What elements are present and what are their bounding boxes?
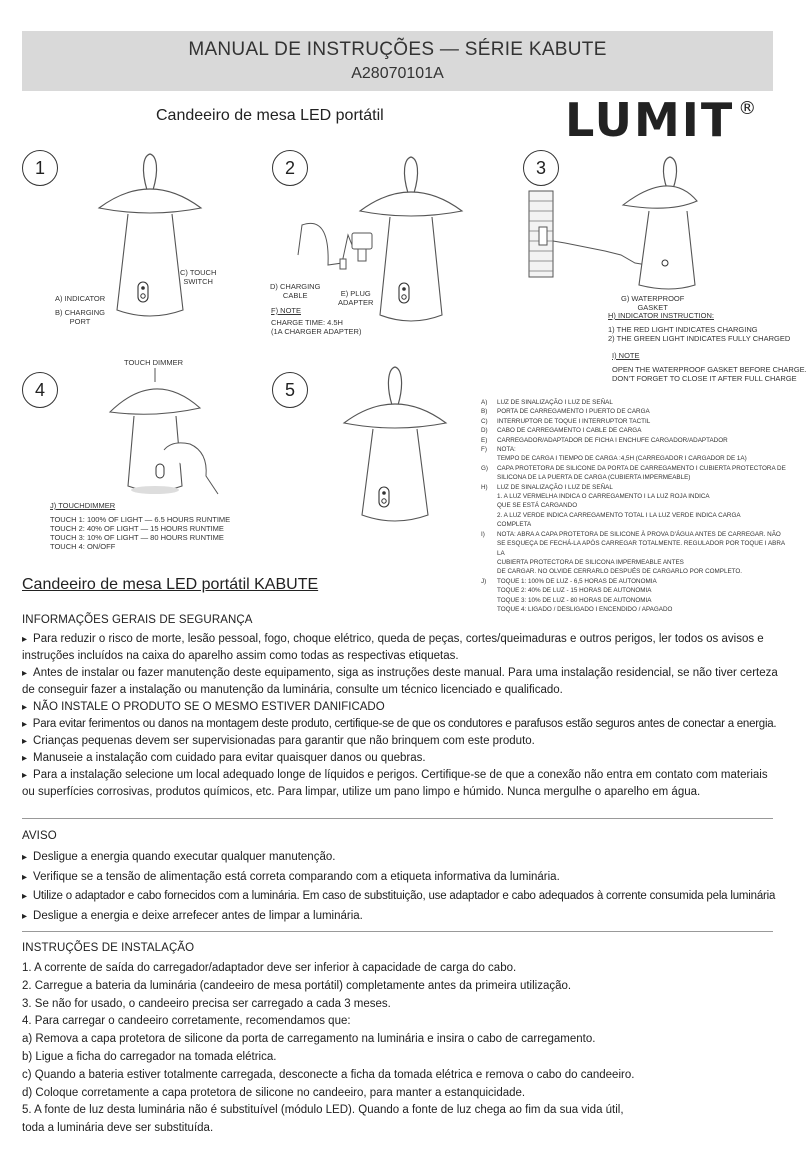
legend-key [481,596,497,605]
legend-value: CUBIERTA PROTECTORA DE SILICONA IMPERMEABLE ANTES [497,558,684,566]
legend-key [481,539,497,558]
legend-value: NOTA: ABRA A CAPA PROTETORA DE SILICONE À PROVA D'ÁGUA ANTES DE CARREGAR. NÃO [497,530,781,538]
legend-row [481,445,791,454]
label-indicator: A) INDICATOR [55,294,106,303]
legend-key: J) [481,577,487,585]
label-charging-cable: D) CHARGING CABLE [270,282,321,300]
legend-key [481,586,497,595]
install-item: 4. Para carregar o candeeiro corretamente, recomendamos que: [22,1015,351,1028]
install-heading: INSTRUÇÕES DE INSTALAÇÃO [22,942,195,954]
label-gasket: G) WATERPROOF GASKET [621,294,685,312]
install-item: 1. A corrente de saída do carregador/adaptador deve ser inferior à capacidade de carga do cabo. [22,962,517,974]
legend-value: QUE SE ESTÁ CARGANDO [497,502,578,510]
legend-key [481,473,497,482]
safety-item: ▸ Antes de instalar ou fazer manutenção deste equipamento, siga as instruções deste manual. Para uma instalação residencial, se não tiver certeza de conseguir fazer a instalação ou manutenção da luminária, consulte um técnico licenciado e qualificado. [22,665,782,699]
label-note-title: F) NOTE [271,306,301,315]
legend-key: F) [481,446,487,454]
legend-key [481,501,497,510]
section-title: Candeeiro de mesa LED portátil KABUTE [22,576,319,593]
label-touchdimmer-title: J) TOUCHDIMMER [50,501,116,510]
warning-item: ▸ Utilize o adaptador e cabo fornecidos com a luminária. Em caso de substituição, use adaptador e cabo adequados à corrente consumida pela luminária [22,887,782,907]
legend-row [481,407,791,416]
legend-row [481,520,791,529]
manual-code: A28070101A [351,65,444,82]
legend-value: TOQUE 3: 10% DE LUZ - 80 HORAS DE AUTONOMIA [497,596,652,604]
label-touchdimmer-text: TOUCH 1: 100% OF LIGHT — 6.5 HOURS RUNTIME TOUCH 2: 40% OF LIGHT — 15 HOURS RUNTIME TOUCH 3: 10% OF LIGHT — 80 HOURS RUNTIME TOUCH 4: ON/OFF [50,515,231,551]
legend-value: 1. A LUZ VERMELHA INDICA O CARREGAMENTO I LA LUZ ROJA INDICA [497,493,710,501]
legend-value: LUZ DE SINALIZAÇÃO I LUZ DE SEÑAL [497,483,613,491]
legend-row [481,501,791,510]
legend-row [481,464,791,473]
legend-row [481,567,791,576]
label-plug-adapter: E) PLUG ADAPTER [338,289,374,307]
legend-value: COMPLETA [497,521,532,529]
legend-key [481,567,497,576]
safety-heading: INFORMAÇÕES GERAIS DE SEGURANÇA [22,614,253,626]
safety-list [22,631,782,801]
step-number-2: 2 [272,150,308,186]
legend-value: CABO DE CARREGAMENTO I CABLE DE CARGA [497,427,642,435]
header-bar [22,31,773,91]
divider [22,818,773,819]
install-item: d) Coloque corretamente a capa protetora de silicone no candeeiro, para manter a estanquicidade. [22,1086,526,1099]
legend-key: H) [481,483,488,491]
lamp-illustration-5 [340,365,450,535]
label-note-text: CHARGE TIME: 4.5H (1A CHARGER ADAPTER) [271,318,362,336]
safety-item: ▸ Para reduzir o risco de morte, lesão pessoal, fogo, choque elétrico, queda de peças, cortes/queimaduras e outros perigos, ler todos os avisos e instruções incluídos na caixa do aparelho assim como todas as respectivas etiquetas. [22,631,782,665]
legend-value: 2. A LUZ VERDE INDICA CARREGAMENTO TOTAL I LA LUZ VERDE INDICA CARGA [497,511,741,519]
lamp-illustration-4 [100,368,230,503]
lamp-illustration-3 [525,155,700,295]
legend-row [481,398,791,407]
legend-value: SE ESQUEÇA DE FECHÁ-LA APÓS CARREGAR TOTALMENTE. REGULADOR POR TOQUE I ABRA LA [497,540,785,557]
legend-key [481,558,497,567]
safety-item: ▸ NÃO INSTALE O PRODUTO SE O MESMO ESTIVER DANIFICADO [22,699,782,716]
safety-item: ▸ Crianças pequenas devem ser supervisionadas para garantir que não brinquem com este produto. [22,733,782,750]
legend-value: TEMPO DE CARGA I TIEMPO DE CARGA :4,5H (CARREGADOR I CARGADOR DE 1A) [497,455,747,463]
label-indicator-instruction-title: H) INDICATOR INSTRUCTION: [608,311,714,320]
legend-row [481,426,791,435]
legend-row [481,558,791,567]
legend-key [481,454,497,463]
legend-value: INTERRUPTOR DE TOQUE I INTERRUPTOR TACTIL [497,417,651,425]
label-touch-switch: C) TOUCH SWITCH [180,268,217,286]
legend-value: SILICONA DE LA PUERTA DE CARGA (CUBIERTA IMPERMEABLE) [497,474,691,482]
legend-key: G) [481,464,488,472]
parts-legend [481,398,791,614]
legend-key [481,520,497,529]
step-number-5: 5 [272,372,308,408]
label-i-note-text: OPEN THE WATERPROOF GASKET BEFORE CHARGE. DON'T FORGET TO CLOSE IT AFTER FULL CHARGE [612,365,807,383]
legend-value: PORTA DE CARREGAMENTO I PUERTO DE CARGA [497,408,650,416]
step-number-3: 3 [523,150,559,186]
legend-row [481,596,791,605]
warning-list [22,848,782,926]
label-touch-dimmer: TOUCH DIMMER [124,358,184,367]
legend-key: A) [481,399,488,406]
legend-row [481,586,791,595]
warning-item: ▸ Desligue a energia e deixe arrefecer antes de limpar a luminária. [22,907,782,927]
install-item: toda a luminária deve ser substituída. [22,1122,214,1135]
divider [22,931,773,932]
legend-key: C) [481,417,488,425]
legend-row [481,530,791,539]
label-i-note-title: I) NOTE [612,351,640,360]
legend-value: TOQUE 1: 100% DE LUZ - 6,5 HORAS DE AUTONOMIA [497,577,657,585]
step-number-4: 4 [22,372,58,408]
legend-value: NOTA: [497,446,516,454]
install-list [22,960,782,1138]
step-number-1: 1 [22,150,58,186]
manual-title: MANUAL DE INSTRUÇÕES — SÉRIE KABUTE [188,39,607,60]
warning-item: ▸ Verifique se a tensão de alimentação está correta comparando com a etiqueta informativa da luminária. [22,868,782,888]
product-subtitle: Candeeiro de mesa LED portátil [156,107,384,124]
legend-row [481,492,791,501]
legend-value: CAPA PROTETORA DE SILICONE DA PORTA DE CARREGAMENTO I CUBIERTA PROTECTORA DE [497,464,786,472]
install-item: a) Remova a capa protetora de silicone da porta de carregamento na luminária e insira o cabo de carregamento. [22,1033,596,1046]
legend-key [481,605,497,614]
legend-value: LUZ DE SINALIZAÇÃO I LUZ DE SEÑAL [497,399,613,406]
lamp-illustration-2 [290,155,470,335]
safety-item: ▸ Para a instalação selecione um local adequado longe de líquidos e perigos. Certifique-se de que a conexão não entra em contato com materiais ou superfícies corrosivas, produtos químicos, etc. Para limpar, utilize um pano limpo e húmido. Nunca mergulhe o aparelho em água. [22,767,782,801]
install-item: 2. Carregue a bateria da luminária (candeeiro de mesa portátil) completamente antes da primeira utilização. [22,979,572,992]
legend-row [481,454,791,463]
legend-key: I) [481,530,485,538]
safety-item: ▸ Para evitar ferimentos ou danos na montagem deste produto, certifique-se de que os condutores e parafusos estão seguros antes de conectar a energia. [22,716,782,733]
legend-row [481,483,791,492]
legend-key [481,492,497,501]
warning-heading: AVISO [22,830,57,842]
legend-row [481,539,791,558]
legend-key: B) [481,408,488,416]
install-item: b) Ligue a ficha do carregador na tomada elétrica. [22,1050,277,1063]
legend-row [481,605,791,614]
lamp-illustration-1 [95,150,205,330]
label-charging-port: B) CHARGING PORT [55,308,106,326]
install-item: 3. Se não for usado, o candeeiro precisa ser carregado a cada 3 meses. [22,997,391,1010]
brand-logo: LUMIT ® [565,93,759,147]
install-item: c) Quando a bateria estiver totalmente carregada, desconecte a ficha da tomada elétrica e remova o cabo do candeeiro. [22,1068,635,1081]
install-item: 5. A fonte de luz desta luminária não é substituível (módulo LED). Quando a fonte de luz chega ao fim da sua vida útil, [22,1104,624,1117]
legend-row [481,473,791,482]
legend-value: TOQUE 2: 40% DE LUZ - 15 HORAS DE AUTONOMIA [497,587,652,595]
legend-row [481,417,791,426]
legend-row [481,511,791,520]
legend-row [481,577,791,586]
legend-value: CARREGADOR/ADAPTADOR DE FICHA I ENCHUFE CARGADOR/ADAPTADOR [497,436,728,444]
legend-key [481,511,497,520]
legend-key: E) [481,436,488,444]
legend-key: D) [481,427,488,435]
legend-value: DE CARGAR. NO OLVIDE CERRARLO DESPUÉS DE CARGARLO POR COMPLETO. [497,568,743,576]
warning-item: ▸ Desligue a energia quando executar qualquer manutenção. [22,848,782,868]
legend-value: TOQUE 4: LIGADO / DESLIGADO I ENCENDIDO / APAGADO [497,605,673,613]
legend-row [481,436,791,445]
label-indicator-instruction-text: 1) THE RED LIGHT INDICATES CHARGING 2) THE GREEN LIGHT INDICATES FULLY CHARGED [608,325,791,343]
safety-item: ▸ Manuseie a instalação com cuidado para evitar quaisquer danos ou quebras. [22,750,782,767]
